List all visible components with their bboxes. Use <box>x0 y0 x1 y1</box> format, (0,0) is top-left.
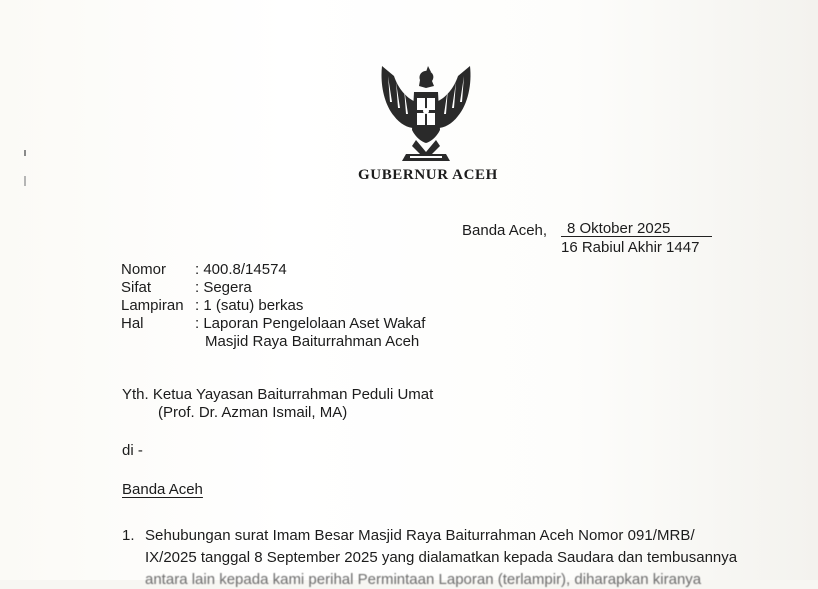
sifat-value: : Segera <box>195 279 252 296</box>
body-line: Sehubungan surat Imam Besar Masjid Raya Baiturrahman Aceh Nomor 091/MRB/ <box>145 527 695 544</box>
body-line: IX/2025 tanggal 8 September 2025 yang dialamatkan kepada Saudara dan tembusannya <box>145 549 738 566</box>
body-line: antara lain kepada kami perihal Permintaan Laporan (terlampir), diharapkan kiranya <box>145 571 702 588</box>
margin-mark <box>24 176 26 186</box>
lampiran-label: Lampiran <box>121 297 184 314</box>
hal-value-continued: Masjid Raya Baiturrahman Aceh <box>205 333 420 350</box>
hijri-date: 16 Rabiul Akhir 1447 <box>561 239 700 256</box>
garuda-emblem-icon <box>376 58 476 166</box>
recipient-city: Banda Aceh <box>122 481 203 498</box>
sifat-label: Sifat <box>121 279 152 296</box>
recipient-name: (Prof. Dr. Azman Ismail, MA) <box>158 404 348 421</box>
recipient-di: di - <box>122 442 143 459</box>
paragraph-number: 1. <box>122 527 135 544</box>
letter-header-title: GUBERNUR ACEH <box>358 167 498 183</box>
gregorian-date: 8 Oktober 2025 <box>567 220 671 237</box>
hal-label: Hal <box>121 315 144 332</box>
nomor-value: : 400.8/14574 <box>195 261 287 278</box>
nomor-label: Nomor <box>121 261 167 278</box>
hal-value: : Laporan Pengelolaan Aset Wakaf <box>195 315 426 332</box>
place-label: Banda Aceh, <box>462 222 548 239</box>
lampiran-value: : 1 (satu) berkas <box>195 297 304 314</box>
date-divider <box>561 236 712 237</box>
recipient-line: Yth. Ketua Yayasan Baiturrahman Peduli Umat <box>122 386 434 403</box>
margin-mark <box>24 150 26 156</box>
